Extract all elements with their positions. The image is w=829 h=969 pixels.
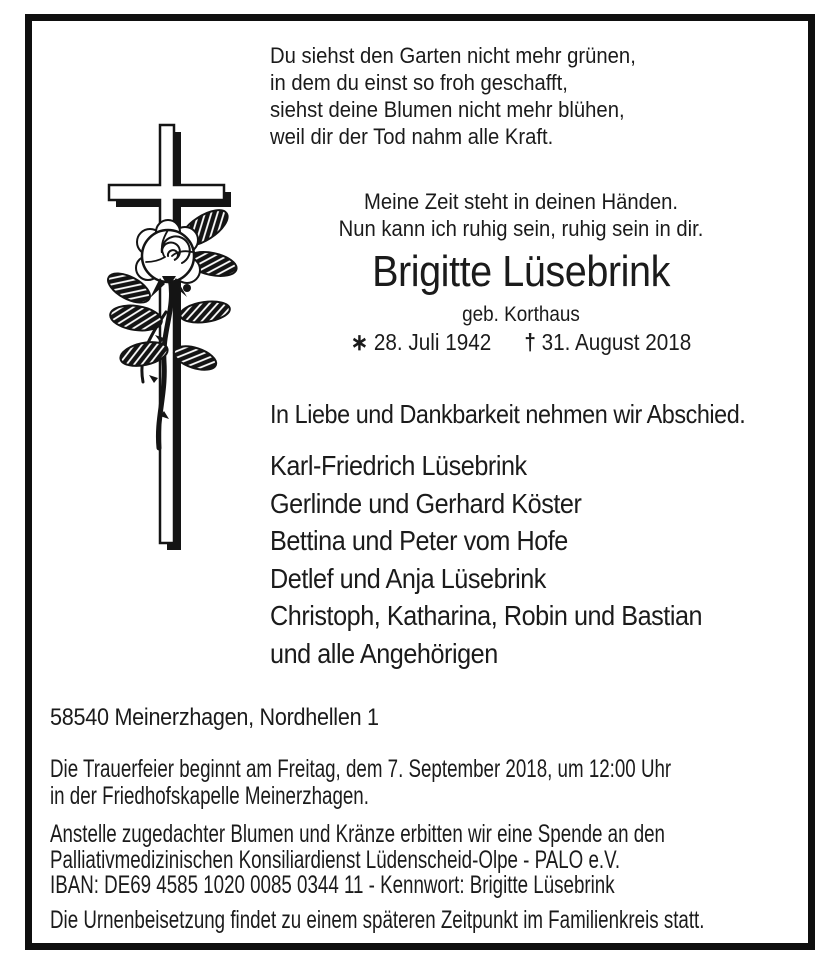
death-cross-icon: † bbox=[524, 329, 536, 355]
service-info bbox=[50, 755, 672, 810]
donation-line: Palliativmedizinischen Konsiliardienst Lüdenscheid-Olpe - PALO e.V. bbox=[50, 845, 621, 874]
maiden-name: geb. Korthaus bbox=[462, 303, 580, 326]
deceased-name: Brigitte Lüsebrink bbox=[372, 247, 670, 296]
donation-info bbox=[50, 820, 665, 899]
birth-date: 28. Juli 1942 bbox=[373, 329, 492, 355]
donation-line: IBAN: DE69 4585 1020 0085 0344 11 - Kennwort: Brigitte Lüsebrink bbox=[50, 871, 615, 899]
birth-star-icon: ∗ bbox=[350, 329, 369, 355]
scripture-verse bbox=[295, 188, 747, 242]
life-dates bbox=[295, 329, 747, 356]
poem-line: in dem du einst so froh geschafft, bbox=[270, 70, 568, 95]
mourner-name: und alle Angehörigen bbox=[270, 637, 498, 669]
service-line: in der Friedhofskapelle Meinerzhagen. bbox=[50, 782, 369, 810]
opening-poem bbox=[270, 42, 722, 150]
mourner-name: Karl-Friedrich Lüsebrink bbox=[270, 450, 527, 481]
mourner-name: Gerlinde und Gerhard Köster bbox=[270, 487, 582, 519]
service-line: Die Trauerfeier beginnt am Freitag, dem 7. September 2018, um 12:00 Uhr bbox=[50, 755, 672, 783]
burial-line: Die Urnenbeisetzung findet zu einem späteren Zeitpunkt im Familienkreis statt. bbox=[50, 906, 705, 934]
mourner-name: Bettina und Peter vom Hofe bbox=[270, 525, 568, 556]
poem-line: Du siehst den Garten nicht mehr grünen, bbox=[270, 43, 636, 68]
mourner-name: Christoph, Katharina, Robin und Bastian bbox=[270, 600, 703, 631]
verse-line: Meine Zeit steht in deinen Händen. bbox=[363, 189, 679, 214]
donation-line: Anstelle zugedachter Blumen und Kränze erbitten wir eine Spende an den bbox=[50, 820, 665, 848]
verse-line: Nun kann ich ruhig sein, ruhig sein in dir. bbox=[338, 216, 704, 241]
poem-line: siehst deine Blumen nicht mehr blühen, bbox=[270, 97, 625, 122]
poem-line: weil dir der Tod nahm alle Kraft. bbox=[270, 124, 554, 149]
farewell-line: In Liebe und Dankbarkeit nehmen wir Abschied. bbox=[270, 399, 746, 429]
cross-and-rose-illustration bbox=[88, 116, 262, 552]
mourners-list bbox=[270, 447, 722, 672]
death-date: 31. August 2018 bbox=[541, 329, 692, 355]
mourner-name: Detlef und Anja Lüsebrink bbox=[270, 562, 546, 594]
address-line: 58540 Meinerzhagen, Nordhellen 1 bbox=[50, 704, 379, 731]
